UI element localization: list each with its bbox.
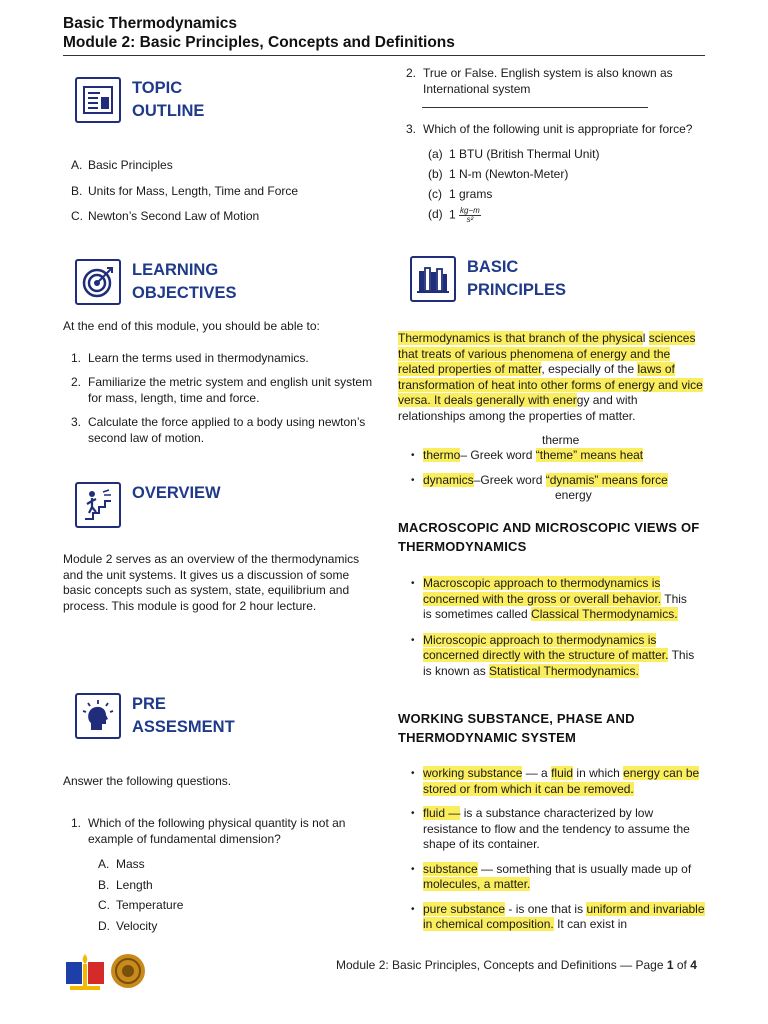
choice-item: (a) 1 BTU (British Thermal Unit) — [428, 146, 600, 161]
page-header — [63, 14, 705, 56]
list-item: • thermo– Greek word “theme” means heat — [398, 448, 706, 464]
university-seal — [110, 953, 146, 994]
choice-item: (d) 1 $\frac{kg-m}{\text{s²}}$ — [428, 205, 480, 224]
working-substance-heading: WORKING SUBSTANCE, PHASE AND THERMODYNAMIC SYSTEM — [398, 711, 635, 745]
choice-item: (b) 1 N-m (Newton-Meter) — [428, 166, 569, 181]
basic-principles-heading — [410, 256, 566, 302]
stairs-climber-icon — [75, 482, 121, 528]
overview-title: OVERVIEW — [132, 484, 221, 502]
list-item: • Macroscopic approach to thermodynamics is concerned with the gross or overall behavior. This is sometimes called Classical Thermodynamics. — [398, 576, 706, 623]
topic-outline-title-2: OUTLINE — [132, 102, 205, 120]
learning-objectives-body — [63, 319, 373, 446]
question-2 — [398, 66, 706, 97]
document-subtitle: Module 2: Basic Principles, Concepts and Definitions — [63, 34, 455, 51]
etymology-list — [398, 448, 706, 488]
question-1-choices — [63, 857, 363, 939]
list-item: 1. Learn the terms used in thermodynamics. — [71, 350, 309, 365]
outline-list-icon — [75, 77, 121, 123]
pre-assessment-title-1: PRE — [132, 695, 166, 713]
lightbulb-head-icon — [75, 693, 121, 739]
therme-annotation: therme — [542, 433, 580, 447]
choice-item: A. Mass — [98, 857, 145, 871]
list-item: • substance — something that is usually made up of molecules, a matter. — [398, 862, 706, 893]
basic-principles-title-1: BASIC — [467, 258, 519, 276]
pre-assessment-title-2: ASSESMENT — [132, 718, 235, 736]
learning-objectives-title-2: OBJECTIVES — [132, 284, 237, 302]
macro-micro-list — [398, 576, 706, 679]
list-item: 2. Familiarize the metric system and english unit system for mass, length, time and force. — [71, 375, 373, 405]
answer-blank-line[interactable] — [422, 107, 648, 108]
total-pages: 4 — [690, 958, 697, 972]
question-text: 1. Which of the following physical quantity is not an example of fundamental dimension? — [71, 816, 346, 846]
document-title: Basic Thermodynamics — [63, 15, 238, 32]
overview-heading — [75, 482, 221, 528]
list-item: • working substance — a fluid in which energy can be stored or from which it can be removed. — [398, 766, 706, 797]
choice-item: D. Velocity — [98, 918, 158, 933]
fraction: $\frac{kg-m}{\text{s²}}$ — [460, 205, 480, 224]
list-item: B. Units for Mass, Length, Time and Force — [71, 183, 299, 198]
list-item: • Microscopic approach to thermodynamics is concerned directly with the structure of matter. This is known as Statistical Thermodynamics. — [398, 633, 706, 680]
pre-assessment-heading — [75, 693, 235, 739]
pre-assessment-intro: Answer the following questions. — [63, 774, 232, 788]
topic-outline-title-1: TOPIC — [132, 79, 183, 97]
books-icon — [410, 256, 456, 302]
list-item: A. Basic Principles — [71, 158, 173, 172]
list-item: • dynamics–Greek word “dynamis” means force — [398, 473, 706, 489]
topic-outline-list — [63, 158, 373, 225]
choice-item: B. Length — [98, 877, 153, 892]
energy-annotation: energy — [555, 488, 592, 502]
question-1 — [63, 816, 363, 939]
list-item: • pure substance - is one that is uniform and invariable in chemical composition. It can exist in — [398, 902, 706, 933]
list-item: C. Newton’s Second Law of Motion — [71, 209, 260, 223]
basic-principles-title-2: PRINCIPLES — [467, 281, 567, 299]
learning-objectives-heading — [75, 259, 237, 305]
target-icon — [75, 259, 121, 305]
topic-outline-heading — [75, 77, 204, 123]
working-substance-list — [398, 766, 706, 933]
macro-micro-heading: MACROSCOPIC AND MICROSCOPIC VIEWS OF THERMODYNAMICS — [398, 520, 700, 554]
list-item: 3. Calculate the force applied to a body using newton’s second law of motion. — [71, 415, 366, 445]
basic-principles-paragraph: Thermodynamics is that branch of the physical sciences that treats of various phenomena of energy and the related properties of matter, especially of the laws of transformation of heat into other forms of energy and vice versa. It deals generally with energy and with relationships among the properties of matter. — [398, 331, 703, 423]
question-text: 2. True or False. English system is also known as International system — [406, 66, 673, 96]
list-item: • fluid — is a substance characterized by low resistance to flow and the tendency to assume the shape of its container. — [398, 806, 706, 853]
choice-item: C. Temperature — [98, 898, 184, 912]
question-3 — [398, 122, 706, 227]
question-3-choices — [398, 147, 706, 227]
page-footer: Module 2: Basic Principles, Concepts and Definitions — Page 1 of 4 — [336, 958, 697, 972]
school-logo — [64, 950, 106, 1001]
question-text: 3. Which of the following unit is appropriate for force? — [406, 122, 693, 136]
current-page-number: 1 — [666, 958, 674, 972]
learning-objectives-title-1: LEARNING — [132, 261, 219, 279]
overview-body: Module 2 serves as an overview of the thermodynamics and the unit systems. It gives us a discussion of some basic concepts such as system, state, equilibrium and process. This module is good for 2 hour lecture. — [63, 552, 360, 613]
choice-item: (c) 1 grams — [428, 186, 493, 201]
learning-objectives-intro: At the end of this module, you should be able to: — [63, 319, 320, 333]
